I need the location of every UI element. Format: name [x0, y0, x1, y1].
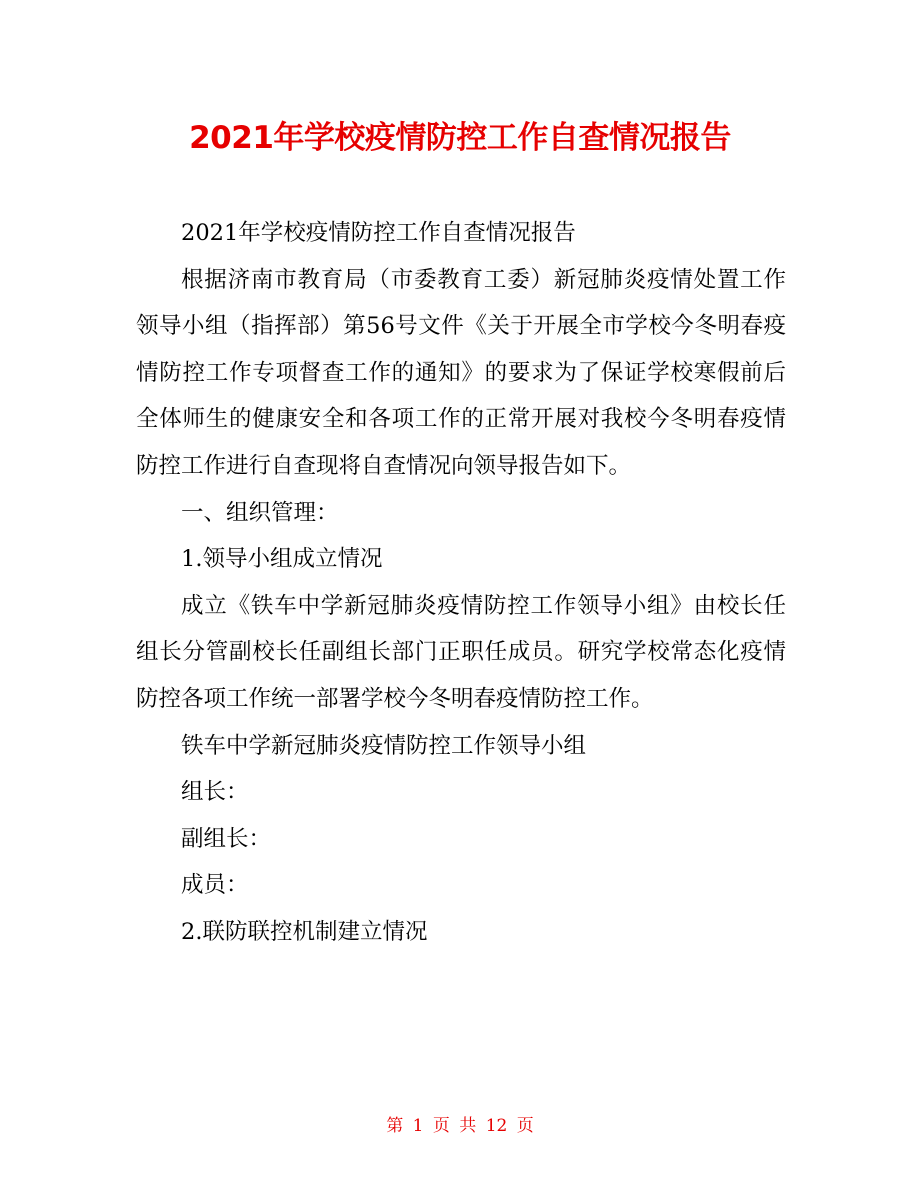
paragraph-leadership-group: 成立《铁车中学新冠肺炎疫情防控工作领导小组》由校长任组长分管副校长任副组长部门正职任成员。研究学校常态化疫情防控各项工作统一部署学校今冬明春疫情防控工作。	[136, 592, 786, 712]
page-number-footer: 第 1 页 共 12 页	[386, 1116, 534, 1136]
subsection-heading-leadership-group: 1.领导小组成立情况	[181, 546, 383, 573]
document-body	[136, 210, 786, 956]
group-name: 铁车中学新冠肺炎疫情防控工作领导小组	[181, 732, 587, 759]
group-members-label: 成员：	[181, 872, 249, 899]
paragraph-intro: 根据济南市教育局（市委教育工委）新冠肺炎疫情处置工作领导小组（指挥部）第56号文件《关于开展全市学校今冬明春疫情防控工作专项督查工作的通知》的要求为了保证学校寒假前后全体师生的健康安全和各项工作的正常开展对我校今冬明春疫情防控工作进行自查现将自查情况向领导报告如下。	[136, 266, 786, 479]
group-leader-label: 组长：	[181, 779, 249, 806]
group-deputy-leader-label: 副组长：	[181, 825, 272, 852]
paragraph-subtitle: 2021年学校疫情防控工作自查情况报告	[181, 220, 576, 246]
subsection-heading-joint-control: 2.联防联控机制建立情况	[181, 918, 428, 945]
document-title: 2021年学校疫情防控工作自查情况报告	[189, 120, 731, 156]
section-heading-organization: 一、组织管理：	[181, 499, 339, 526]
